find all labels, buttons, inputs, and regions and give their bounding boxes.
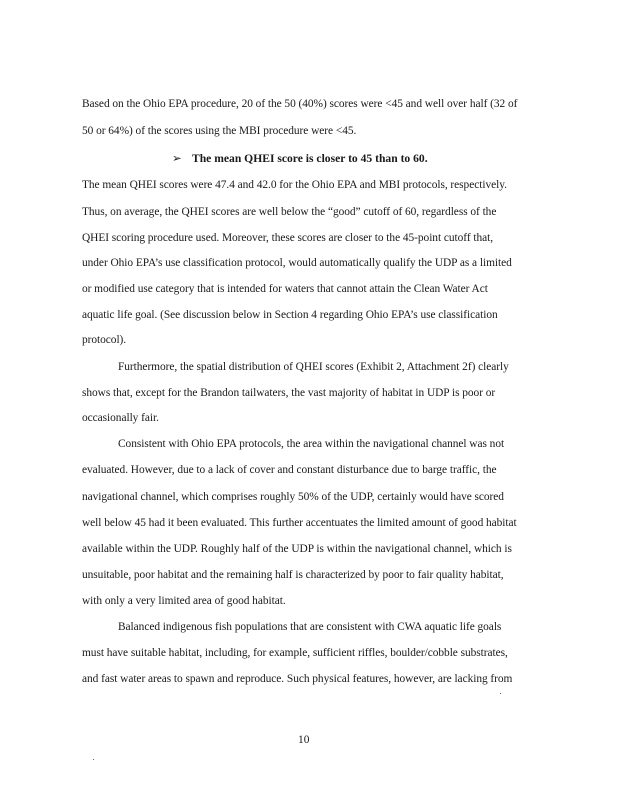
scan-speck [93,759,94,760]
body-text-line: occasionally fair. [82,412,159,424]
body-text-line: Consistent with Ohio EPA protocols, the area within the navigational channel was not [118,438,505,450]
body-text-line: protocol). [82,334,127,346]
body-text-line: or modified use category that is intended for waters that cannot attain the Clean Water Act [82,283,488,295]
body-text-line: with only a very limited area of good habitat. [82,595,286,607]
body-text-line: under Ohio EPA’s use classification protocol, would automatically qualify the UDP as a limited [82,257,512,269]
scan-speck [500,693,501,694]
body-text-line: Based on the Ohio EPA procedure, 20 of the 50 (40%) scores were <45 and well over half (32 of [82,98,518,110]
body-text-line: Thus, on average, the QHEI scores are well below the “good” cutoff of 60, regardless of the [82,206,497,218]
body-text-line: QHEI scoring procedure used. Moreover, these scores are closer to the 45-point cutoff that, [82,232,494,244]
body-text-line: evaluated. However, due to a lack of cover and constant disturbance due to barge traffic, the [82,464,497,476]
body-text-line: Furthermore, the spatial distribution of QHEI scores (Exhibit 2, Attachment 2f) clearly [118,361,509,373]
body-text-line: 50 or 64%) of the scores using the MBI procedure were <45. [82,125,357,137]
body-text-line: navigational channel, which comprises roughly 50% of the UDP, certainly would have scored [82,491,504,503]
body-text-line: well below 45 had it been evaluated. This further accentuates the limited amount of good habitat [82,517,517,529]
arrow-bullet-icon: ➢ [172,152,182,165]
body-text-line: shows that, except for the Brandon tailwaters, the vast majority of habitat in UDP is poor or [82,387,496,399]
body-text-line: aquatic life goal. (See discussion below in Section 4 regarding Ohio EPA’s use classification [82,309,498,321]
body-text-line: must have suitable habitat, including, for example, sufficient riffles, boulder/cobble substrates, [82,647,508,659]
bullet-heading-text: The mean QHEI score is closer to 45 than to 60. [192,152,428,165]
body-text-line: unsuitable, poor habitat and the remaining half is characterized by poor to fair quality habitat, [82,569,504,581]
page-number: 10 [298,734,310,746]
body-text-line: available within the UDP. Roughly half of the UDP is within the navigational channel, which is [82,543,512,555]
body-text-line: and fast water areas to spawn and reproduce. Such physical features, however, are lacking from [82,673,513,685]
body-text-line: Balanced indigenous fish populations that are consistent with CWA aquatic life goals [118,621,502,633]
body-text-line: The mean QHEI scores were 47.4 and 42.0 for the Ohio EPA and MBI protocols, respectively. [82,179,507,191]
bullet-heading [172,152,428,166]
